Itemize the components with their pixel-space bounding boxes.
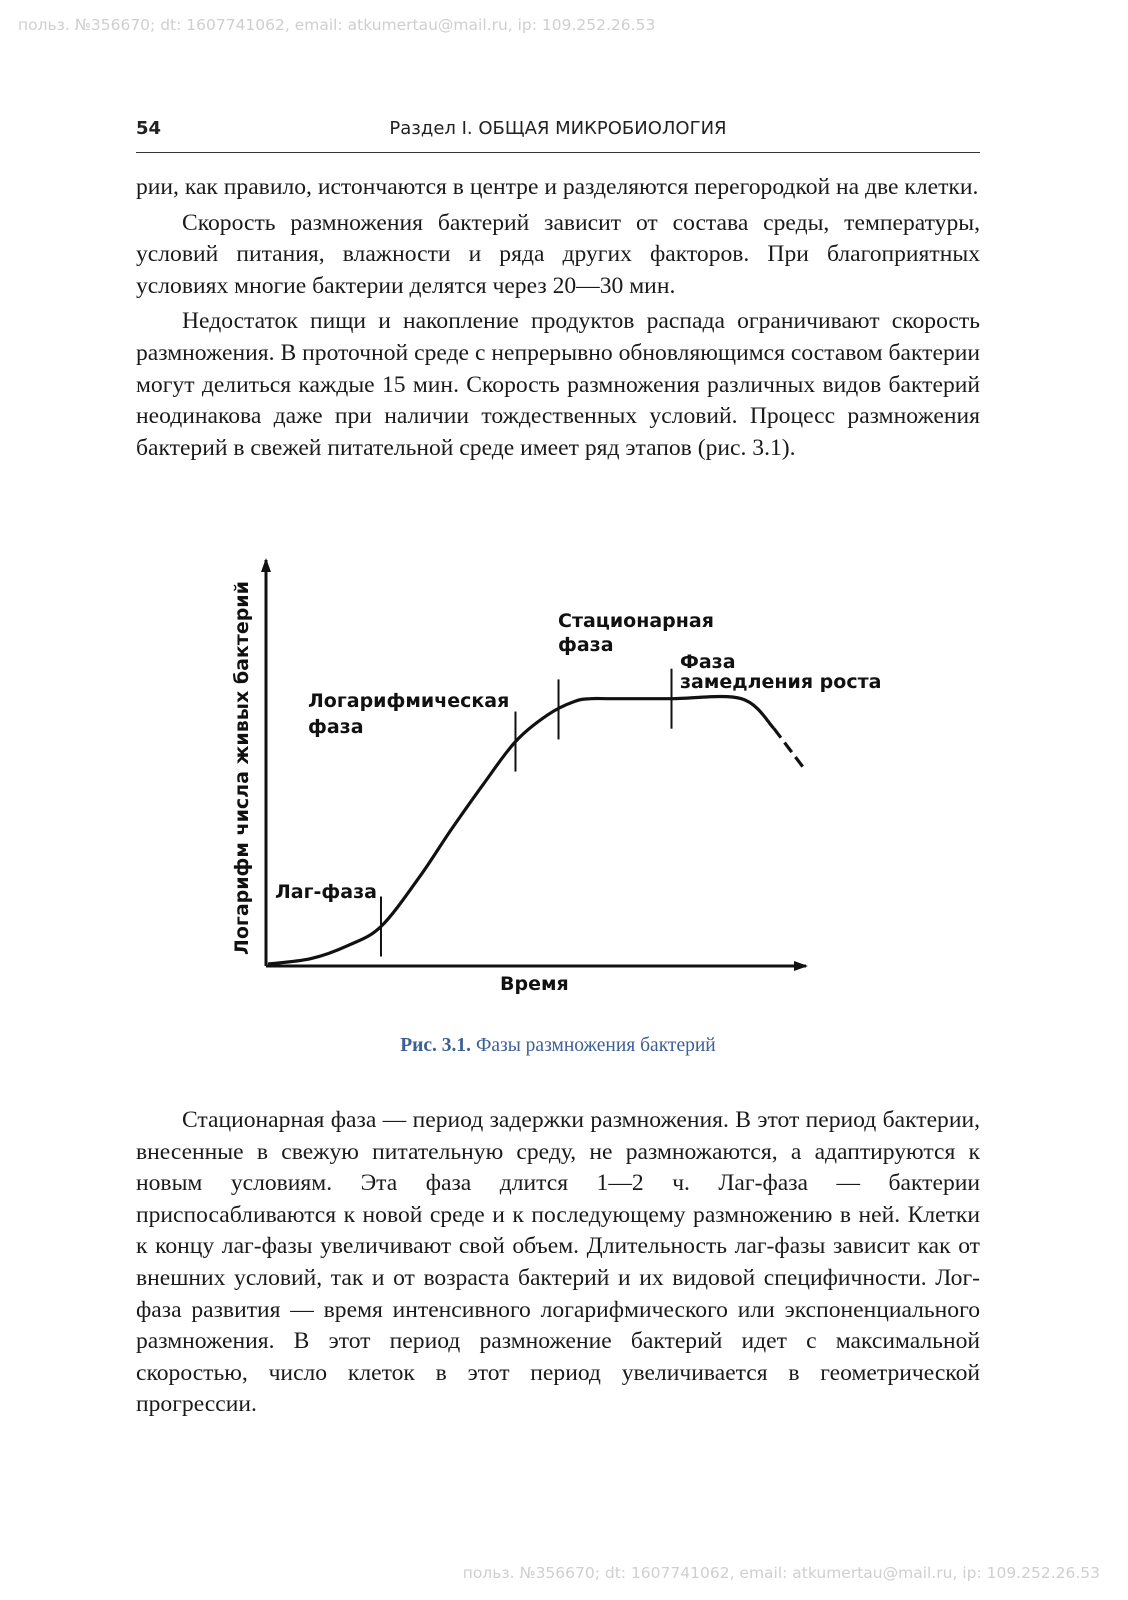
paragraph-reproduction-speed: Скорость размножения бактерий зависит от состава среды, температуры, условий питания, влажности и ряда других факторов. При благоприятных условиях многие бактерии делятся через 20—30 мин.	[136, 209, 980, 299]
paragraph-phases-description: Стационарная фаза — период задержки размножения. В этот период бактерии, внесенные в свежую питательную среду, не размножаются, а адаптируются к новым условиям. Эта фаза длится 1—2 ч. Лаг-фаза — бактерии приспосабливаются к новой среде и к последующему размножению в ней. Клетки к концу лаг-фазы увеличивают свой объем. Длительность лаг-фазы зависит как от внешних условий, так и от возраста бактерий и их видовой специфичности. Лог-фаза развития — время интенсивного логарифмического или экспоненциального размножения. В этот период размножение бактерий идет с максимальной скоростью, число клеток в этот период увеличивается в геометрической прогрессии.	[136, 1107, 980, 1418]
paragraph-continuation: рии, как правило, истончаются в центре и разделяются перегородкой на две клетки.	[136, 174, 979, 200]
page-header	[136, 112, 980, 153]
label-decline-phase-line2: замедления роста	[680, 671, 882, 693]
watermark-bottom: польз. №356670; dt: 1607741062, email: atkumertau@mail.ru, ip: 109.252.26.53	[462, 1564, 1100, 1582]
page-number: 54	[136, 118, 162, 139]
caption-number: Рис. 3.1.	[400, 1035, 472, 1056]
label-log-phase-line1: Логарифмическая	[308, 690, 510, 712]
paragraph-limiting-factors: Недостаток пищи и накопление продуктов распада ограничивают скорость размножения. В проточной среде с непрерывно обновляющимся составом бактерии могут делиться каждые 15 мин. Скорость размножения различных видов бактерий неодинакова даже при наличии тождественных условий. Процесс размножения бактерий в свежей питательной среде имеет ряд этапов (рис. 3.1).	[136, 308, 980, 461]
label-lag-phase: Лаг-фаза	[275, 881, 377, 903]
body-text-bottom	[136, 1105, 980, 1425]
section-title: Раздел I. ОБЩАЯ МИКРОБИОЛОГИЯ	[389, 118, 727, 139]
y-axis-label: Логарифм числа живых бактерий	[231, 581, 253, 955]
growth-curve-dashed-tail	[774, 728, 806, 771]
label-stationary-phase-line1: Стационарная	[558, 610, 714, 632]
label-stationary-phase-line2: фаза	[558, 634, 614, 656]
label-log-phase-line2: фаза	[308, 716, 364, 738]
figure-caption	[136, 1035, 980, 1057]
x-axis-label: Время	[500, 973, 569, 995]
figure-growth-phases	[228, 556, 882, 1016]
watermark-top: польз. №356670; dt: 1607741062, email: atkumertau@mail.ru, ip: 109.252.26.53	[18, 16, 656, 34]
growth-curve-chart	[228, 556, 848, 1016]
caption-text: Фазы размножения бактерий	[475, 1035, 716, 1056]
label-decline-phase-line1: Фаза	[680, 651, 736, 673]
body-text-top	[136, 172, 980, 468]
